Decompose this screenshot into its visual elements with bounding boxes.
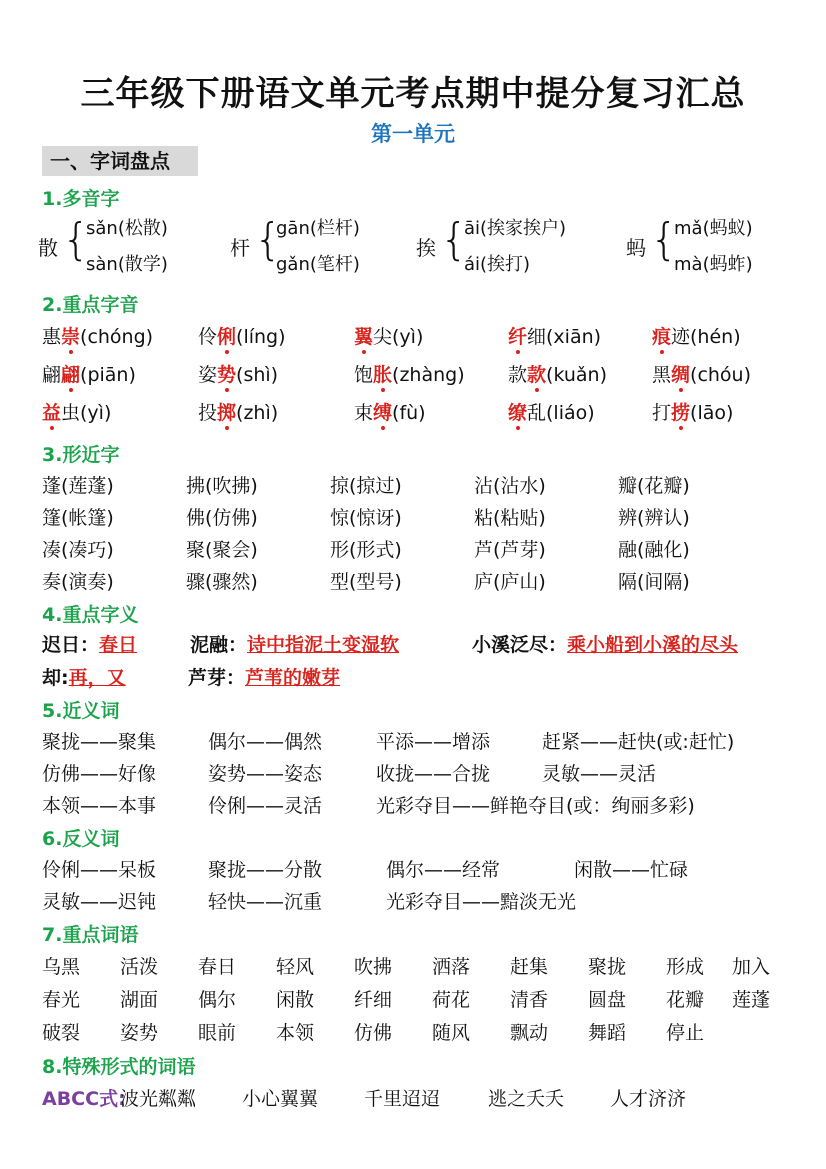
section-heading: 一、字词盘点 <box>42 146 198 176</box>
meaning-value: 芦苇的嫩芽 <box>245 667 341 689</box>
key-word: 破裂 <box>42 1022 81 1044</box>
synonym-pair: 赶紧——赶快(或:赶忙) <box>542 731 735 753</box>
polyphone-reading: ái(挨打) <box>464 254 531 275</box>
brace-icon: { <box>650 214 678 265</box>
key-word: 活泼 <box>120 956 159 978</box>
pronunciation-item <box>354 360 465 387</box>
meaning-value: 再，又 <box>68 667 126 689</box>
similar-char-item: 篷(帐篷) <box>42 507 114 529</box>
antonym-pair: 伶俐——呆板 <box>42 859 157 881</box>
pinyin-text: (lāo) <box>690 402 734 424</box>
synonym-pair: 本领——本事 <box>42 795 157 817</box>
synonym-pair: 姿势——姿态 <box>208 763 323 785</box>
pinyin-text: (piān) <box>80 364 136 386</box>
highlight-char: 益 <box>42 402 62 424</box>
polyphone-reading: gǎn(笔杆) <box>276 254 360 275</box>
pronunciation-item <box>42 322 153 349</box>
antonym-pair: 偶尔——经常 <box>386 859 501 881</box>
synonyms-list <box>42 727 812 823</box>
key-word: 停止 <box>666 1022 705 1044</box>
pronunciation-item <box>652 322 741 349</box>
antonym-pair: 聚拢——分散 <box>208 859 323 881</box>
abcc-word: 逃之夭夭 <box>488 1088 565 1110</box>
highlight-char: 缚 <box>373 402 393 424</box>
polyphone-char: 蚂 <box>626 236 646 260</box>
key-word: 赶集 <box>510 956 549 978</box>
key-word: 加入 <box>732 956 771 978</box>
pinyin-text: 乱(liáo) <box>527 402 595 424</box>
pronunciation-item <box>508 360 607 387</box>
similar-char-item: 聚(聚会) <box>186 539 258 561</box>
heading-special-forms: 8.特殊形式的词语 <box>42 1056 196 1078</box>
similar-char-item: 粘(粘贴) <box>474 507 546 529</box>
heading-polyphones: 1.多音字 <box>42 188 120 210</box>
key-word: 轻风 <box>276 956 315 978</box>
key-word: 春光 <box>42 989 81 1011</box>
highlight-char: 款 <box>527 364 547 386</box>
similar-char-item: 佛(仿佛) <box>186 507 258 529</box>
pronunciation-item <box>508 322 601 349</box>
plain-text: 打 <box>652 402 672 424</box>
similar-chars-grid <box>42 471 802 599</box>
pronunciation-list <box>42 322 802 432</box>
key-word: 姿势 <box>120 1022 159 1044</box>
unit-title: 第一单元 <box>371 122 455 146</box>
polyphone-reading: sǎn(松散) <box>86 218 168 239</box>
polyphone-char: 散 <box>38 236 58 260</box>
plain-text: 伶 <box>198 326 218 348</box>
key-word: 荷花 <box>432 989 471 1011</box>
synonym-pair: 偶尔——偶然 <box>208 731 323 753</box>
key-words-grid <box>42 952 812 1052</box>
meaning-key: 迟日： <box>42 634 100 656</box>
similar-char-item: 芦(芦芽) <box>474 539 546 561</box>
similar-char-item: 融(融化) <box>618 539 690 561</box>
pinyin-text: (chóng) <box>80 326 154 348</box>
polyphone-reading: sàn(散学) <box>86 254 168 275</box>
brace-icon: { <box>254 214 282 265</box>
abcc-word: 千里迢迢 <box>364 1088 441 1110</box>
key-word: 春日 <box>198 956 237 978</box>
plain-text: 姿 <box>198 364 218 386</box>
pinyin-text: 尖(yì) <box>373 326 424 348</box>
heading-key-meanings: 4.重点字义 <box>42 604 139 626</box>
polyphone-reading: mǎ(蚂蚁) <box>674 218 753 239</box>
heading-antonyms: 6.反义词 <box>42 828 120 850</box>
pronunciation-item <box>354 322 423 349</box>
synonym-pair: 平添——增添 <box>376 731 491 753</box>
polyphone-item <box>626 212 798 276</box>
plain-text: 黑 <box>652 364 672 386</box>
key-word: 圆盘 <box>588 989 627 1011</box>
meaning-value: 春日 <box>99 634 138 656</box>
pinyin-text: 虫(yì) <box>61 402 112 424</box>
pinyin-text: (shì) <box>236 364 279 386</box>
highlight-char: 捞 <box>671 402 691 424</box>
meanings-list <box>42 630 812 694</box>
polyphone-item <box>416 212 636 276</box>
key-word: 吹拂 <box>354 956 393 978</box>
key-word: 纤细 <box>354 989 393 1011</box>
meaning-item <box>190 630 399 657</box>
heading-similar-chars: 3.形近字 <box>42 444 120 466</box>
pinyin-text: 迹(hén) <box>671 326 741 348</box>
antonym-pair: 闲散——忙碌 <box>574 859 689 881</box>
plain-text: 饱 <box>354 364 374 386</box>
pronunciation-item <box>42 360 136 387</box>
heading-synonyms: 5.近义词 <box>42 700 120 722</box>
meaning-value: 乘小船到小溪的尽头 <box>567 634 739 656</box>
pronunciation-item <box>508 398 595 425</box>
similar-char-item: 型(型号) <box>330 571 402 593</box>
synonym-pair: 灵敏——灵活 <box>542 763 657 785</box>
pinyin-text: (zhì) <box>236 402 279 424</box>
key-word: 花瓣 <box>666 989 705 1011</box>
polyphone-char: 杆 <box>230 236 250 260</box>
key-word: 聚拢 <box>588 956 627 978</box>
meaning-item <box>472 630 738 657</box>
highlight-char: 翼 <box>354 326 374 348</box>
synonym-pair: 伶俐——灵活 <box>208 795 323 817</box>
polyphone-block <box>38 212 798 276</box>
polyphone-reading: āi(挨家挨户) <box>464 218 567 239</box>
polyphone-reading: mà(蚂蚱) <box>674 254 753 275</box>
meaning-value: 诗中指泥土变湿软 <box>247 634 400 656</box>
highlight-char: 掷 <box>217 402 237 424</box>
pronunciation-item <box>42 398 111 425</box>
similar-char-item: 惊(惊讶) <box>330 507 402 529</box>
abcc-list <box>42 1084 812 1116</box>
key-word: 仿佛 <box>354 1022 393 1044</box>
polyphone-char: 挨 <box>416 236 436 260</box>
antonyms-list <box>42 855 812 919</box>
abcc-word: 波光粼粼 <box>120 1088 197 1110</box>
similar-char-item: 辨(辨认) <box>618 507 690 529</box>
highlight-char: 绸 <box>671 364 691 386</box>
meaning-key: 泥融： <box>190 634 248 656</box>
abcc-label: ABCC式: <box>42 1088 126 1110</box>
key-word: 飘动 <box>510 1022 549 1044</box>
antonym-pair: 光彩夺目——黯淡无光 <box>386 891 577 913</box>
page-title: 三年级下册语文单元考点期中提分复习汇总 <box>80 74 746 114</box>
highlight-char: 势 <box>217 364 237 386</box>
key-word: 清香 <box>510 989 549 1011</box>
similar-char-item: 骤(骤然) <box>186 571 258 593</box>
similar-char-item: 沾(沾水) <box>474 475 546 497</box>
similar-char-item: 形(形式) <box>330 539 402 561</box>
pronunciation-item <box>198 322 286 349</box>
key-word: 眼前 <box>198 1022 237 1044</box>
polyphone-item <box>230 212 420 276</box>
abcc-word: 人才济济 <box>610 1088 687 1110</box>
pronunciation-item <box>652 398 733 425</box>
synonym-pair: 聚拢——聚集 <box>42 731 157 753</box>
similar-char-item: 奏(演奏) <box>42 571 114 593</box>
synonym-pair: 仿佛——好像 <box>42 763 157 785</box>
similar-char-item: 隔(间隔) <box>618 571 690 593</box>
pronunciation-item <box>652 360 751 387</box>
highlight-char: 纤 <box>508 326 528 348</box>
polyphone-item <box>38 212 228 276</box>
highlight-char: 崇 <box>61 326 81 348</box>
pronunciation-item <box>198 398 278 425</box>
similar-char-item: 掠(掠过) <box>330 475 402 497</box>
meaning-key: 芦芽： <box>188 667 246 689</box>
pronunciation-item <box>198 360 278 387</box>
brace-icon: { <box>62 214 90 265</box>
highlight-char: 俐 <box>217 326 237 348</box>
key-word: 闲散 <box>276 989 315 1011</box>
pinyin-text: (fù) <box>392 402 426 424</box>
key-word: 莲蓬 <box>732 989 771 1011</box>
plain-text: 束 <box>354 402 374 424</box>
key-word: 乌黑 <box>42 956 81 978</box>
pinyin-text: (chóu) <box>690 364 752 386</box>
pinyin-text: (líng) <box>236 326 286 348</box>
plain-text: 惠 <box>42 326 62 348</box>
brace-icon: { <box>440 214 468 265</box>
key-word: 洒落 <box>432 956 471 978</box>
key-word: 偶尔 <box>198 989 237 1011</box>
highlight-char: 翩 <box>61 364 81 386</box>
highlight-char: 缭 <box>508 402 528 424</box>
key-word: 舞蹈 <box>588 1022 627 1044</box>
abcc-word: 小心翼翼 <box>242 1088 319 1110</box>
meaning-item <box>188 663 340 690</box>
antonym-pair: 轻快——沉重 <box>208 891 323 913</box>
heading-key-pronunciation: 2.重点字音 <box>42 294 139 316</box>
pinyin-text: 细(xiān) <box>527 326 602 348</box>
synonym-pair: 光彩夺目——鲜艳夺目(或：绚丽多彩) <box>376 795 695 817</box>
meaning-item <box>42 630 137 657</box>
polyphone-reading: gān(栏杆) <box>276 218 360 239</box>
plain-text: 款 <box>508 364 528 386</box>
plain-text: 翩 <box>42 364 62 386</box>
key-word: 湖面 <box>120 989 159 1011</box>
key-word: 形成 <box>666 956 705 978</box>
meaning-key: 却: <box>42 667 69 689</box>
pinyin-text: (zhàng) <box>392 364 465 386</box>
key-word: 随风 <box>432 1022 471 1044</box>
highlight-char: 痕 <box>652 326 672 348</box>
synonym-pair: 收拢——合拢 <box>376 763 491 785</box>
similar-char-item: 瓣(花瓣) <box>618 475 690 497</box>
meaning-item <box>42 663 126 690</box>
similar-char-item: 庐(庐山) <box>474 571 546 593</box>
pinyin-text: (kuǎn) <box>546 364 608 386</box>
similar-char-item: 蓬(莲蓬) <box>42 475 114 497</box>
key-word: 本领 <box>276 1022 315 1044</box>
plain-text: 投 <box>198 402 218 424</box>
similar-char-item: 凑(凑巧) <box>42 539 114 561</box>
pronunciation-item <box>354 398 426 425</box>
highlight-char: 胀 <box>373 364 393 386</box>
heading-key-words: 7.重点词语 <box>42 924 139 946</box>
similar-char-item: 拂(吹拂) <box>186 475 258 497</box>
antonym-pair: 灵敏——迟钝 <box>42 891 157 913</box>
meaning-key: 小溪泛尽： <box>472 634 568 656</box>
